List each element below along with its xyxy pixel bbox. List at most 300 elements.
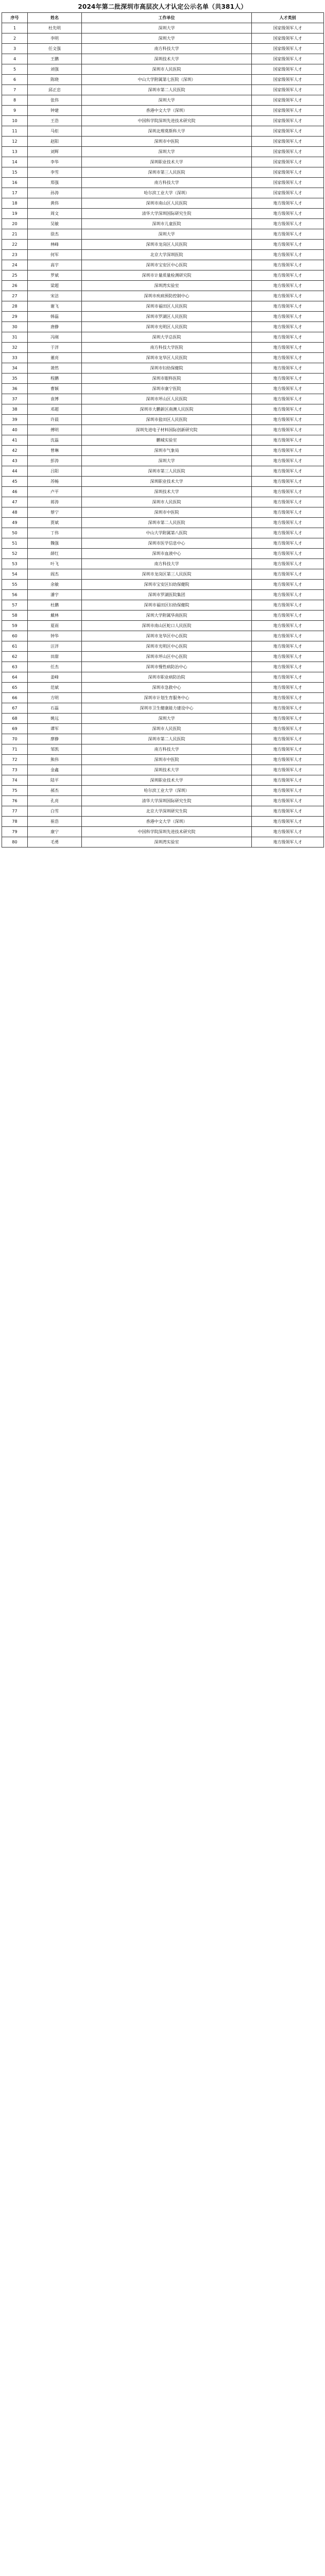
talent-category: 地方级领军人才 [252,425,324,435]
talent-category: 国家级领军人才 [252,178,324,188]
person-name: 苏畅 [28,477,82,487]
talent-category: 国家级领军人才 [252,95,324,106]
talent-category: 地方级领军人才 [252,786,324,796]
row-index: 44 [2,466,28,477]
person-name: 邱正忠 [28,85,82,95]
row-index: 67 [2,703,28,714]
organization: 深圳大学 [82,95,252,106]
table-row [2,322,324,332]
talent-category: 国家级领军人才 [252,188,324,198]
talent-category: 国家级领军人才 [252,64,324,75]
person-name: 徐杰 [28,229,82,240]
organization: 深圳大学 [82,229,252,240]
organization: 南方科技大学 [82,744,252,755]
talent-category: 地方级领军人才 [252,260,324,270]
person-name: 夏雨 [28,621,82,631]
row-index: 68 [2,714,28,724]
row-index: 10 [2,116,28,126]
row-index: 30 [2,322,28,332]
organization: 深圳市气象局 [82,446,252,456]
talent-category: 地方级领军人才 [252,477,324,487]
talent-category: 地方级领军人才 [252,549,324,559]
person-name: 周文 [28,209,82,219]
header-category: 人才类别 [252,13,324,23]
organization: 深圳市福田区妇幼保健院 [82,600,252,611]
table-row [2,549,324,559]
talent-category: 地方级领军人才 [252,775,324,786]
organization: 深圳市龙华区人民医院 [82,353,252,363]
organization: 深圳市第三人民医院 [82,466,252,477]
organization: 深圳大学附属华南医院 [82,611,252,621]
talent-category: 地方级领军人才 [252,611,324,621]
person-name: 许晨 [28,415,82,425]
table-row [2,75,324,85]
row-index: 52 [2,549,28,559]
table-row [2,796,324,806]
row-index: 51 [2,538,28,549]
talent-category: 地方级领军人才 [252,538,324,549]
person-name: 贾斌 [28,518,82,528]
row-index: 66 [2,693,28,703]
person-name: 傅明 [28,425,82,435]
organization: 北京大学深圳医院 [82,250,252,260]
person-name: 张伟 [28,95,82,106]
organization: 深圳市眼科医院 [82,374,252,384]
row-index: 63 [2,662,28,672]
row-index: 55 [2,580,28,590]
person-name: 郑强 [28,178,82,188]
row-index: 39 [2,415,28,425]
talent-category: 地方级领军人才 [252,270,324,281]
row-index: 5 [2,64,28,75]
person-name: 沈磊 [28,435,82,446]
row-index: 56 [2,590,28,600]
organization: 深圳职业技术大学 [82,477,252,487]
person-name: 魏强 [28,538,82,549]
header-organization: 工作单位 [82,13,252,23]
organization: 深圳技术大学 [82,487,252,497]
table-row [2,260,324,270]
person-name: 李华 [28,157,82,167]
talent-category: 国家级领军人才 [252,54,324,64]
table-row [2,641,324,652]
organization: 深圳市南山区人民医院 [82,198,252,209]
table-row [2,734,324,744]
person-name: 康宁 [28,827,82,837]
organization: 清华大学深圳国际研究生院 [82,796,252,806]
organization: 深圳市计划生育服务中心 [82,693,252,703]
table-row [2,33,324,44]
talent-category: 地方级领军人才 [252,724,324,734]
talent-category: 地方级领军人才 [252,714,324,724]
header-name: 姓名 [28,13,82,23]
talent-category: 地方级领军人才 [252,837,324,848]
row-index: 4 [2,54,28,64]
row-index: 79 [2,827,28,837]
table-row [2,23,324,33]
table-row [2,394,324,404]
person-name: 范斌 [28,683,82,693]
organization: 香港中文大学（深圳） [82,817,252,827]
person-name: 袁博 [28,394,82,404]
row-index: 75 [2,786,28,796]
person-name: 石磊 [28,703,82,714]
person-name: 潘宇 [28,590,82,600]
table-row [2,528,324,538]
talent-category: 国家级领军人才 [252,147,324,157]
person-name: 宋洁 [28,291,82,301]
person-name: 叶飞 [28,559,82,569]
organization: 深圳市大鹏新区南澳人民医院 [82,404,252,415]
talent-category: 地方级领军人才 [252,672,324,683]
organization: 深圳大学 [82,23,252,33]
table-row [2,137,324,147]
table-row [2,765,324,775]
organization: 深圳技术大学 [82,765,252,775]
organization: 深圳先进电子材料国际创新研究院 [82,425,252,435]
organization: 深圳市卫生健康能力建设中心 [82,703,252,714]
row-index: 49 [2,518,28,528]
table-row [2,755,324,765]
table-body [2,23,324,848]
person-name: 廖静 [28,734,82,744]
talent-category: 地方级领军人才 [252,631,324,641]
organization: 中山大学附属第七医院（深圳） [82,75,252,85]
table-row [2,466,324,477]
organization: 深圳市职业病防治院 [82,672,252,683]
talent-category: 地方级领军人才 [252,250,324,260]
row-index: 24 [2,260,28,270]
talent-category: 地方级领军人才 [252,827,324,837]
organization: 北京大学深圳研究生院 [82,806,252,817]
table-row [2,786,324,796]
person-name: 冯刚 [28,332,82,343]
talent-category: 国家级领军人才 [252,106,324,116]
person-name: 韩磊 [28,312,82,322]
table-row [2,198,324,209]
organization: 深圳市罗湖区人民医院 [82,312,252,322]
table-header-row [2,13,324,23]
row-index: 11 [2,126,28,137]
person-name: 李明 [28,33,82,44]
person-name: 郝杰 [28,786,82,796]
table-row [2,446,324,456]
table-row [2,301,324,312]
talent-category: 地方级领军人才 [252,219,324,229]
table-row [2,363,324,374]
talent-category: 地方级领军人才 [252,806,324,817]
organization: 清华大学深圳国际研究生院 [82,209,252,219]
table-row [2,374,324,384]
row-index: 65 [2,683,28,693]
document-page [2,1,323,2576]
organization: 深圳北理莫斯科大学 [82,126,252,137]
talent-category: 国家级领军人才 [252,157,324,167]
row-index: 73 [2,765,28,775]
organization: 深圳市中医院 [82,507,252,518]
talent-category: 地方级领军人才 [252,487,324,497]
table-row [2,343,324,353]
table-row [2,425,324,435]
person-name: 赵阳 [28,137,82,147]
organization: 深圳湾实验室 [82,837,252,848]
table-row [2,270,324,281]
person-name: 卢平 [28,487,82,497]
organization: 深圳市盐田区人民医院 [82,415,252,425]
organization: 哈尔滨工业大学（深圳） [82,188,252,198]
talent-category: 地方级领军人才 [252,435,324,446]
row-index: 36 [2,384,28,394]
talent-category: 地方级领军人才 [252,456,324,466]
organization: 深圳职业技术大学 [82,157,252,167]
row-index: 15 [2,167,28,178]
person-name: 董亮 [28,353,82,363]
talent-category: 地方级领军人才 [252,384,324,394]
organization: 南方科技大学医院 [82,343,252,353]
row-index: 69 [2,724,28,734]
talent-category: 地方级领军人才 [252,332,324,343]
person-name: 邓超 [28,404,82,415]
table-row [2,817,324,827]
person-name: 崔浩 [28,817,82,827]
row-index: 78 [2,817,28,827]
talent-category: 地方级领军人才 [252,621,324,631]
person-name: 方明 [28,693,82,703]
table-row [2,631,324,641]
person-name: 邹凯 [28,744,82,755]
talent-category: 地方级领军人才 [252,559,324,569]
organization: 深圳市坪山区人民医院 [82,394,252,404]
table-row [2,672,324,683]
person-name: 蔡宁 [28,507,82,518]
table-row [2,178,324,188]
talent-category: 国家级领军人才 [252,116,324,126]
organization: 中山大学附属第八医院 [82,528,252,538]
talent-list-table [2,12,324,848]
person-name: 熊伟 [28,755,82,765]
table-row [2,693,324,703]
row-index: 22 [2,240,28,250]
talent-category: 地方级领军人才 [252,209,324,219]
person-name: 孔亮 [28,796,82,806]
person-name: 金鑫 [28,765,82,775]
talent-category: 国家级领军人才 [252,33,324,44]
organization: 鹏城实验室 [82,435,252,446]
organization: 深圳市光明区人民医院 [82,322,252,332]
row-index: 20 [2,219,28,229]
organization: 深圳市儿童医院 [82,219,252,229]
talent-category: 国家级领军人才 [252,126,324,137]
table-row [2,435,324,446]
talent-category: 国家级领军人才 [252,85,324,95]
row-index: 58 [2,611,28,621]
row-index: 62 [2,652,28,662]
person-name: 孙涛 [28,188,82,198]
row-index: 80 [2,837,28,848]
table-row [2,600,324,611]
talent-category: 国家级领军人才 [252,167,324,178]
table-row [2,209,324,219]
person-name: 马炬 [28,126,82,137]
table-row [2,219,324,229]
talent-category: 地方级领军人才 [252,229,324,240]
talent-category: 地方级领军人才 [252,518,324,528]
organization: 深圳市人民医院 [82,64,252,75]
organization: 深圳市龙华区中心医院 [82,631,252,641]
table-row [2,806,324,817]
organization: 深圳市龙岗区第三人民医院 [82,569,252,580]
row-index: 74 [2,775,28,786]
row-index: 28 [2,301,28,312]
talent-category: 国家级领军人才 [252,23,324,33]
row-index: 38 [2,404,28,415]
row-index: 16 [2,178,28,188]
person-name: 吴敏 [28,219,82,229]
table-row [2,683,324,693]
talent-category: 地方级领军人才 [252,363,324,374]
person-name: 何军 [28,250,82,260]
row-index: 18 [2,198,28,209]
talent-category: 地方级领军人才 [252,528,324,538]
table-row [2,775,324,786]
person-name: 林峰 [28,240,82,250]
row-index: 37 [2,394,28,404]
organization: 深圳市急救中心 [82,683,252,693]
person-name: 钟建 [28,106,82,116]
row-index: 46 [2,487,28,497]
person-name: 田甜 [28,652,82,662]
table-row [2,250,324,260]
row-index: 50 [2,528,28,538]
row-index: 27 [2,291,28,301]
table-row [2,621,324,631]
table-row [2,507,324,518]
person-name: 杜鹏 [28,600,82,611]
organization: 深圳市光明区中心医院 [82,641,252,652]
person-name: 钟华 [28,631,82,641]
person-name: 谭军 [28,724,82,734]
table-row [2,827,324,837]
row-index: 45 [2,477,28,487]
person-name: 姚远 [28,714,82,724]
person-name: 薛红 [28,549,82,559]
table-row [2,281,324,291]
person-name: 唐静 [28,322,82,332]
row-index: 60 [2,631,28,641]
talent-category: 地方级领军人才 [252,404,324,415]
organization: 深圳职业技术大学 [82,775,252,786]
person-name: 白雪 [28,806,82,817]
table-row [2,384,324,394]
table-row [2,580,324,590]
organization: 深圳市计量质量检测研究院 [82,270,252,281]
talent-category: 地方级领军人才 [252,703,324,714]
table-row [2,487,324,497]
person-name: 吕阳 [28,466,82,477]
table-row [2,64,324,75]
person-name: 汪洋 [28,641,82,652]
row-index: 8 [2,95,28,106]
organization: 深圳市龙岗区人民医院 [82,240,252,250]
organization: 深圳市第二人民医院 [82,85,252,95]
talent-category: 地方级领军人才 [252,600,324,611]
talent-category: 地方级领军人才 [252,569,324,580]
row-index: 59 [2,621,28,631]
talent-category: 国家级领军人才 [252,137,324,147]
row-index: 42 [2,446,28,456]
talent-category: 地方级领军人才 [252,198,324,209]
table-row [2,147,324,157]
table-row [2,652,324,662]
person-name: 王浩 [28,116,82,126]
organization: 南方科技大学 [82,178,252,188]
row-index: 70 [2,734,28,744]
table-row [2,353,324,363]
talent-category: 地方级领军人才 [252,683,324,693]
talent-category: 地方级领军人才 [252,590,324,600]
person-name: 姜峰 [28,672,82,683]
organization: 深圳大学总医院 [82,332,252,343]
row-index: 64 [2,672,28,683]
row-index: 7 [2,85,28,95]
table-row [2,569,324,580]
person-name: 任文强 [28,44,82,54]
organization: 南方科技大学 [82,559,252,569]
row-index: 57 [2,600,28,611]
row-index: 1 [2,23,28,33]
table-row [2,229,324,240]
organization: 深圳市血液中心 [82,549,252,559]
person-name: 戴林 [28,611,82,621]
table-row [2,477,324,487]
person-name: 彭涛 [28,456,82,466]
organization: 哈尔滨工业大学（深圳） [82,786,252,796]
person-name: 萧然 [28,363,82,374]
person-name: 陆平 [28,775,82,786]
table-row [2,497,324,507]
row-index: 3 [2,44,28,54]
organization: 深圳市南山区蛇口人民医院 [82,621,252,631]
table-row [2,590,324,600]
organization: 深圳市人民医院 [82,497,252,507]
row-index: 76 [2,796,28,806]
talent-category: 地方级领军人才 [252,507,324,518]
talent-category: 地方级领军人才 [252,446,324,456]
table-row [2,312,324,322]
person-name: 于洋 [28,343,82,353]
row-index: 41 [2,435,28,446]
organization: 中国科学院深圳先进技术研究院 [82,827,252,837]
row-index: 71 [2,744,28,755]
talent-category: 国家级领军人才 [252,44,324,54]
row-index: 17 [2,188,28,198]
table-row [2,703,324,714]
table-row [2,106,324,116]
person-name: 梁超 [28,281,82,291]
row-index: 40 [2,425,28,435]
table-row [2,837,324,848]
talent-category: 地方级领军人才 [252,580,324,590]
table-row [2,167,324,178]
table-row [2,116,324,126]
talent-category: 地方级领军人才 [252,734,324,744]
row-index: 33 [2,353,28,363]
person-name: 阎杰 [28,569,82,580]
talent-category: 地方级领军人才 [252,662,324,672]
row-index: 32 [2,343,28,353]
table-row [2,662,324,672]
talent-category: 地方级领军人才 [252,281,324,291]
